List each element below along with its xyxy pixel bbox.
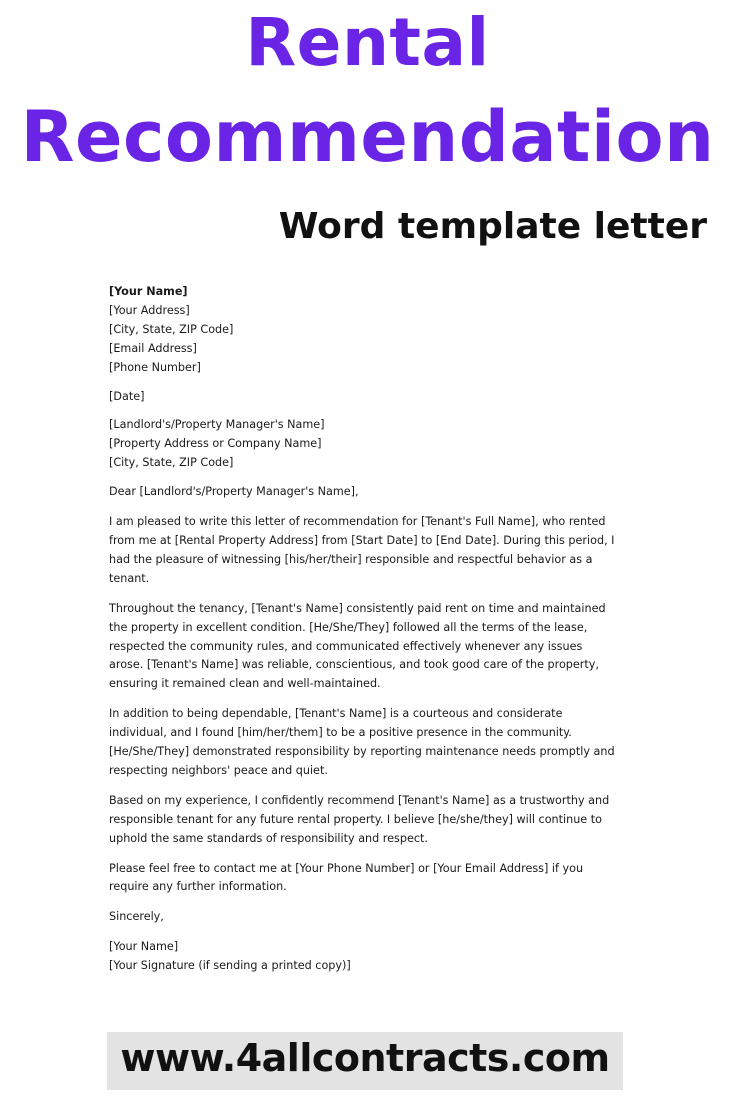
signoff-name: [Your Name]	[109, 940, 179, 954]
sender-email: [Email Address]	[109, 341, 197, 355]
recipient-name: [Landlord's/Property Manager's Name]	[109, 418, 325, 432]
page-title-line2: Recommendation	[20, 96, 715, 178]
recipient-address: [Property Address or Company Name]	[109, 437, 322, 451]
footer-url[interactable]: www.4allcontracts.com	[120, 1036, 610, 1080]
sender-name: [Your Name]	[109, 285, 188, 298]
signature-line: [Your Signature (if sending a printed copy)]	[109, 959, 351, 973]
sender-address: [Your Address]	[109, 303, 190, 317]
sender-phone: [Phone Number]	[109, 360, 201, 374]
letter-body	[109, 283, 619, 976]
page-title-line1: Rental	[245, 4, 490, 81]
closing: Sincerely,	[109, 910, 164, 924]
paragraph-intro: I am pleased to write this letter of recommendation for [Tenant's Full Name], who rented from me at [Rental Property Address] from [Start Date] to [End Date]. During this period, I had the pleasure of witnessing [his/her/their] responsible and respectful behavior as a tenant.	[109, 515, 615, 585]
paragraph-character: In addition to being dependable, [Tenant's Name] is a courteous and considerate individual, and I found [him/her/them] to be a positive presence in the community. [He/She/They] demonstrated responsibility by reporting maintenance needs promptly and respecting neighbors' peace and quiet.	[109, 707, 615, 777]
paragraph-contact: Please feel free to contact me at [Your Phone Number] or [Your Email Address] if you require any further information.	[109, 861, 584, 894]
recipient-city: [City, State, ZIP Code]	[109, 456, 234, 470]
page-subtitle: Word template letter	[278, 206, 707, 247]
salutation: Dear [Landlord's/Property Manager's Name],	[109, 485, 359, 499]
sender-city: [City, State, ZIP Code]	[109, 322, 234, 336]
footer-banner	[107, 1032, 623, 1090]
letter-date: [Date]	[109, 389, 145, 403]
paragraph-tenancy: Throughout the tenancy, [Tenant's Name] consistently paid rent on time and maintained the property in excellent condition. [He/She/They] followed all the terms of the lease, respected the community rules, and communicated effectively whenever any issues arose. [Tenant's Name] was reliable, conscientious, and took good care of the property, ensuring it remained clean and well-maintained.	[109, 601, 606, 691]
sender-block	[109, 283, 619, 378]
paragraph-recommendation: Based on my experience, I confidently recommend [Tenant's Name] as a trustworthy and responsible tenant for any future rental property. I believe [he/she/they] will continue to uphold the same standards of responsibility and respect.	[109, 793, 610, 845]
recipient-block	[109, 416, 619, 473]
